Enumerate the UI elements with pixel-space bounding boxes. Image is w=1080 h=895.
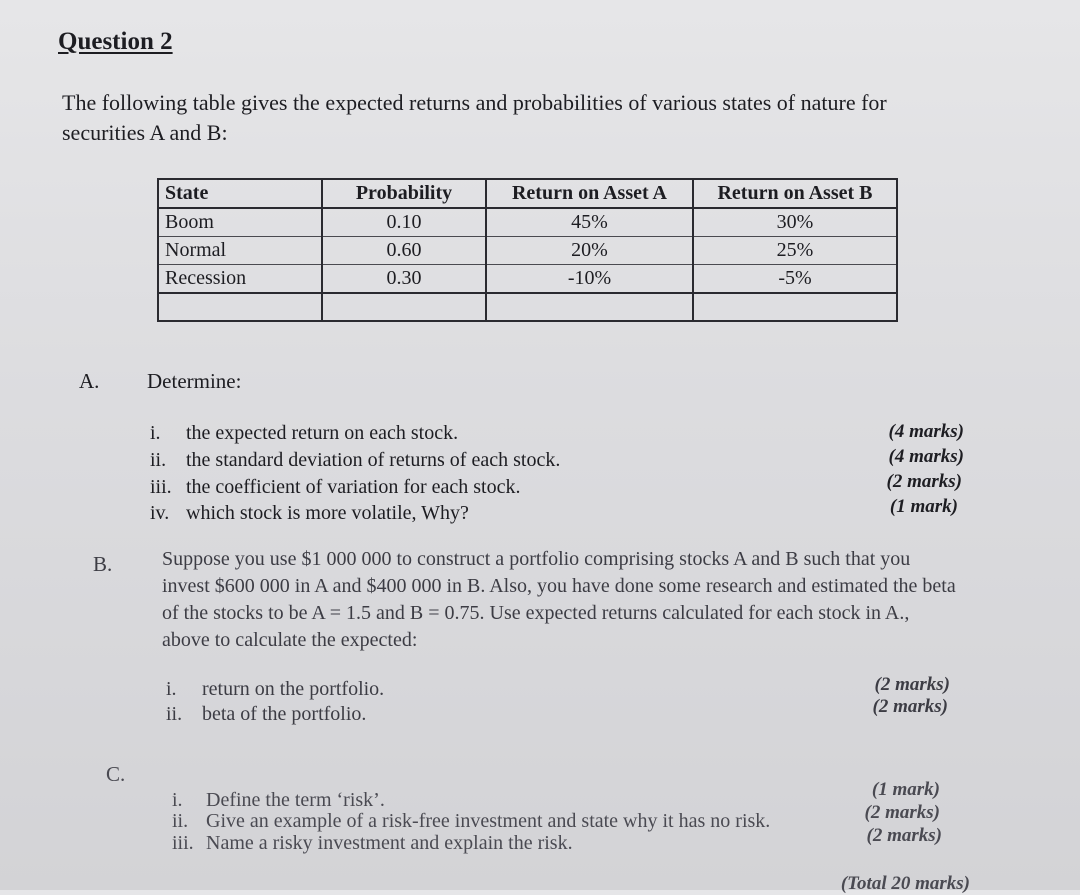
cell-state: Normal xyxy=(158,237,322,265)
table-blank-row xyxy=(158,293,897,321)
part-a-heading: Determine: xyxy=(147,369,242,393)
part-c-item-marks: (2 marks) xyxy=(866,825,942,846)
part-a-item-num: i. xyxy=(150,422,161,444)
part-b-label: B. xyxy=(93,552,113,576)
cell-return-b: -5% xyxy=(693,265,897,294)
question-title: Question 2 xyxy=(58,28,173,55)
cell-probability: 0.60 xyxy=(322,237,486,265)
part-b-item-marks: (2 marks) xyxy=(872,696,948,717)
part-c-item-text: Give an example of a risk-free investment and state why it has no risk. xyxy=(206,810,771,832)
header-state: State xyxy=(158,179,322,208)
part-a-item-marks: (4 marks) xyxy=(888,446,964,467)
part-a-item-marks: (2 marks) xyxy=(886,471,962,492)
part-c-label: C. xyxy=(106,762,126,786)
cell-return-a: 20% xyxy=(486,237,693,265)
total-marks: (Total 20 marks) xyxy=(840,873,970,894)
part-c-item-num: i. xyxy=(172,789,183,811)
part-a-item-text: the coefficient of variation for each stock. xyxy=(186,476,521,498)
part-c-item-num: iii. xyxy=(172,832,194,854)
part-a-item-text: the expected return on each stock. xyxy=(186,422,459,444)
cell-state: Recession xyxy=(158,265,322,294)
cell-return-a: 45% xyxy=(486,208,693,237)
cell-return-a: -10% xyxy=(486,265,693,294)
table-row xyxy=(158,237,897,265)
part-b-item-text: beta of the portfolio. xyxy=(202,703,367,725)
part-a-item-marks: (1 mark) xyxy=(889,496,958,517)
part-a-item-num: iii. xyxy=(150,476,172,498)
part-c-item-marks: (1 mark) xyxy=(871,779,940,800)
part-a-item-text: the standard deviation of returns of each stock. xyxy=(186,449,561,471)
cell-state: Boom xyxy=(158,208,322,237)
cell-return-b: 30% xyxy=(693,208,897,237)
part-c-item-num: ii. xyxy=(172,810,189,832)
table-row xyxy=(158,208,897,237)
cell-probability: 0.10 xyxy=(322,208,486,237)
returns-table xyxy=(157,178,898,322)
part-b-item-num: i. xyxy=(166,678,177,700)
part-b-paragraph: Suppose you use $1 000 000 to construct a portfolio comprising stocks A and B such that you invest $600 000 in A and $400 000 in B. Also, you have done some research and estimated the beta of the stocks to be A = 1.5 and B = 0.75. Use expected returns calculated for each stock in A., above to calculate the expected: xyxy=(162,548,956,651)
part-a-item-marks: (4 marks) xyxy=(888,421,964,442)
part-b-item-text: return on the portfolio. xyxy=(202,678,385,700)
cell-return-b: 25% xyxy=(693,237,897,265)
cell-probability: 0.30 xyxy=(322,265,486,294)
question-intro: The following table gives the expected returns and probabilities of various states of nature for securities A and B: xyxy=(62,90,887,145)
part-a-label: A. xyxy=(79,369,100,393)
part-c-item-text: Define the term ‘risk’. xyxy=(206,789,385,811)
part-b-item-num: ii. xyxy=(166,703,183,725)
table-row xyxy=(158,265,897,294)
header-return-a: Return on Asset A xyxy=(486,179,693,208)
part-b-item-marks: (2 marks) xyxy=(874,674,950,695)
part-a-item-num: iv. xyxy=(150,502,170,524)
part-a-item-text: which stock is more volatile, Why? xyxy=(186,502,469,524)
part-c-item-marks: (2 marks) xyxy=(864,802,940,823)
part-a-item-num: ii. xyxy=(150,449,167,471)
header-probability: Probability xyxy=(322,179,486,208)
table-header-row xyxy=(158,179,897,208)
header-return-b: Return on Asset B xyxy=(693,179,897,208)
part-c-item-text: Name a risky investment and explain the risk. xyxy=(206,832,573,854)
